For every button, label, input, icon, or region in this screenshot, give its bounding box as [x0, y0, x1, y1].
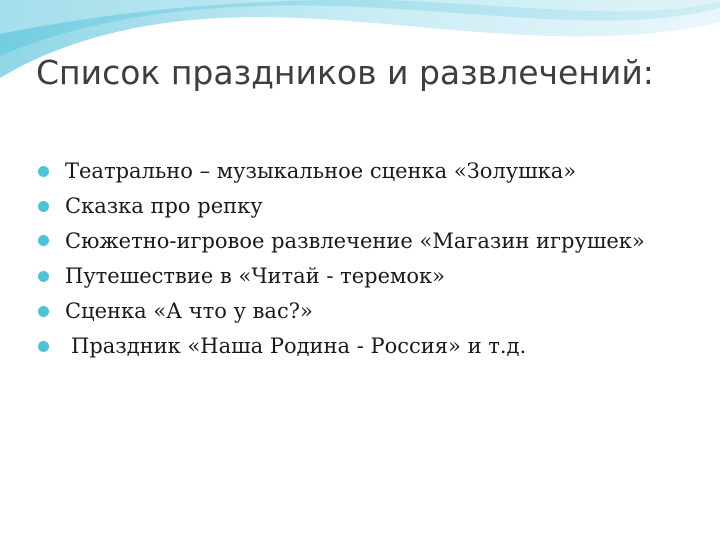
list-item — [36, 329, 676, 364]
list-item-text: Праздник «Наша Родина - Россия» и т.д. — [71, 334, 527, 358]
bullet-icon — [38, 271, 49, 282]
bullet-icon — [38, 341, 49, 352]
list-item-text: Театрально – музыкальное сценка «Золушка» — [65, 159, 577, 183]
list-item — [36, 224, 676, 259]
list-item-text: Сюжетно-игровое развлечение «Магазин игрушек» — [65, 229, 645, 253]
list-item — [36, 259, 676, 294]
list-item-text: Сказка про репку — [65, 194, 263, 218]
slide-title: Список праздников и развлечений: — [36, 53, 654, 92]
list-item — [36, 154, 676, 189]
bullet-icon — [38, 235, 49, 246]
bullet-icon — [38, 201, 49, 212]
list-item-text: Сценка «А что у вас?» — [65, 299, 313, 323]
bullet-icon — [38, 166, 49, 177]
list-item — [36, 294, 676, 329]
list-item — [36, 189, 676, 224]
bullet-list — [36, 154, 676, 364]
list-item-text: Путешествие в «Читай - теремок» — [65, 264, 445, 288]
bullet-icon — [38, 306, 49, 317]
